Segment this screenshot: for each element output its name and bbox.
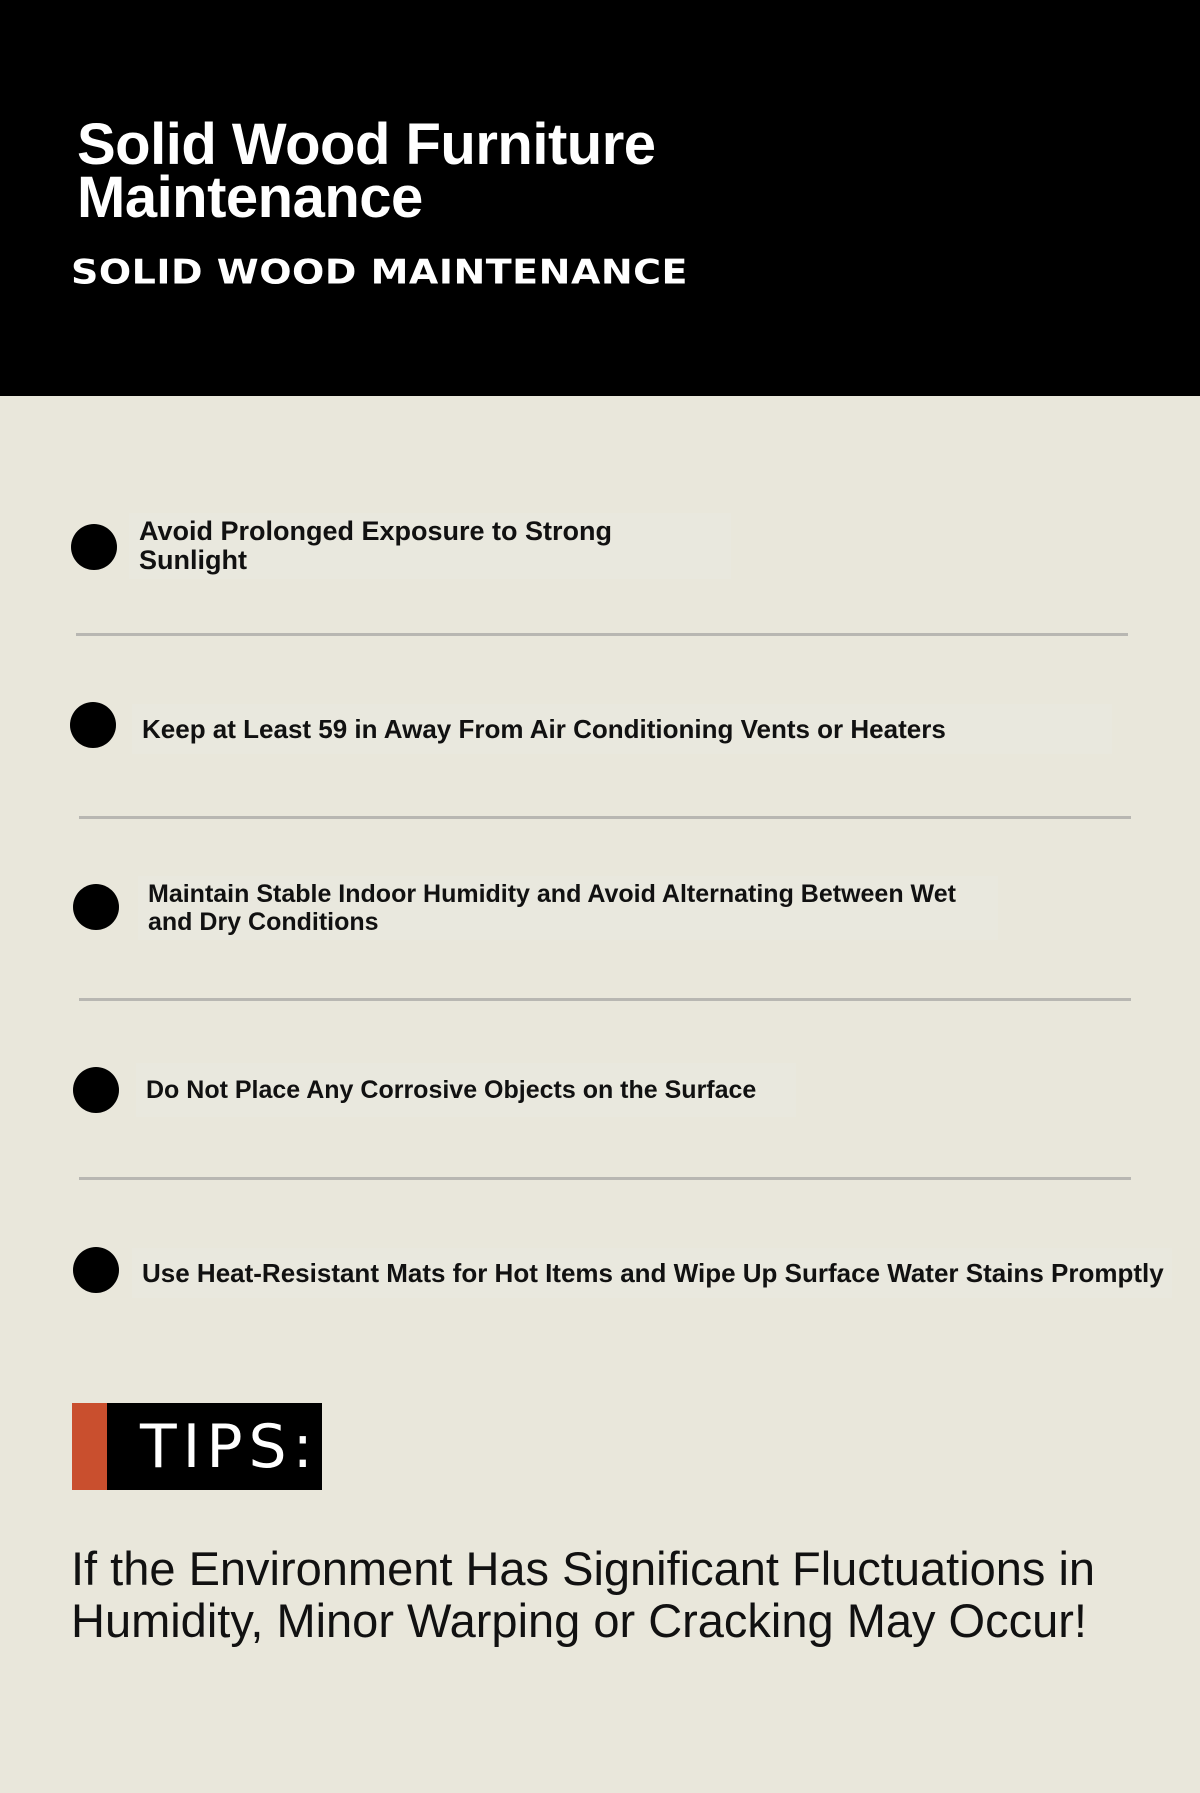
- bullet-dot: [73, 884, 119, 930]
- list-item-text: Maintain Stable Indoor Humidity and Avoid Alternating Between Wet and Dry Conditions: [138, 876, 998, 940]
- list-item-text: Do Not Place Any Corrosive Objects on the Surface: [136, 1063, 796, 1117]
- divider: [79, 998, 1131, 1001]
- tips-badge: [72, 1403, 322, 1490]
- bullet-dot: [73, 1067, 119, 1113]
- bullet-dot: [73, 1247, 119, 1293]
- bullet-dot: [71, 524, 117, 570]
- divider: [79, 816, 1131, 819]
- page-subtitle: SOLID WOOD MAINTENANCE: [71, 252, 688, 292]
- divider: [76, 633, 1128, 636]
- tips-warning-text: If the Environment Has Significant Fluctuations in Humidity, Minor Warping or Cracking May Occur!: [71, 1542, 1096, 1647]
- list-item-text: Avoid Prolonged Exposure to Strong Sunlight: [129, 513, 731, 579]
- header-banner: [0, 0, 1200, 396]
- page-title: Solid Wood Furniture Maintenance: [77, 112, 656, 230]
- bullet-dot: [70, 702, 116, 748]
- list-item-text: Use Heat-Resistant Mats for Hot Items and Wipe Up Surface Water Stains Promptly: [132, 1248, 1172, 1298]
- tips-label: TIPS:: [140, 1412, 319, 1482]
- divider: [79, 1177, 1131, 1180]
- tips-accent-bar: [72, 1403, 107, 1490]
- list-item-text: Keep at Least 59 in Away From Air Conditioning Vents or Heaters: [132, 704, 1112, 754]
